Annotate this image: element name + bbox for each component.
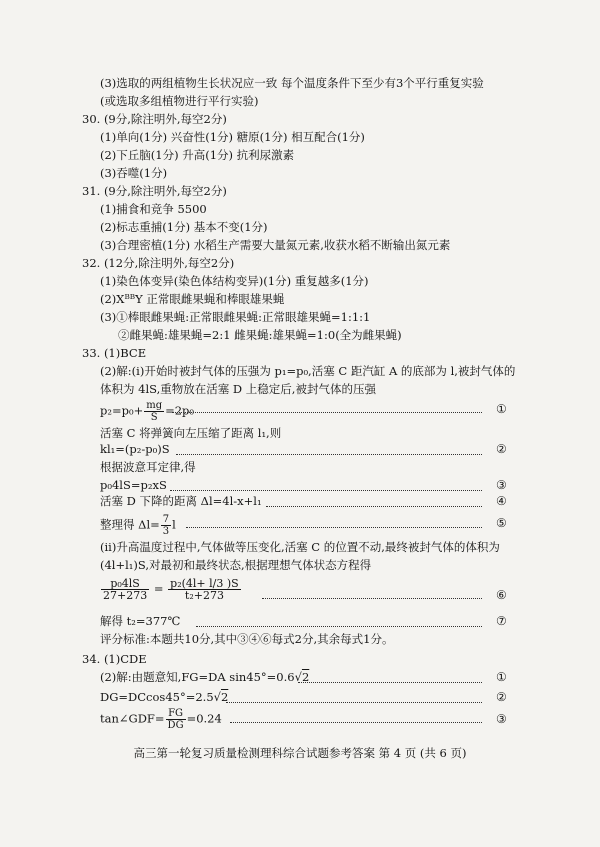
q30-line-2: (2)下丘脑(1分) 升高(1分) 抗利尿激素 [100, 148, 295, 162]
q33-para-2: 体积为 4lS,重物放在活塞 D 上稳定后,被封气体的压强 [100, 382, 376, 396]
q32-line-1: (1)染色体变异(染色体结构变异)(1分) 重复越多(1分) [100, 274, 369, 288]
eq-mark-4: ④ [496, 494, 507, 508]
leader-line [196, 626, 482, 627]
q33-comment-1: 活塞 C 将弹簧向左压缩了距离 l₁,则 [100, 426, 282, 440]
q33-scoring: 评分标准:本题共10分,其中③④⑥每式2分,其余每式1分。 [100, 632, 394, 646]
q33-comment-2: 根据波意耳定律,得 [100, 460, 196, 474]
q32-line-3: (3)①棒眼雌果蝇:正常眼雌果蝇:正常眼雄果蝇=1:1:1 [100, 310, 371, 324]
page-footer: 高三第一轮复习质量检测理科综合试题参考答案 第 4 页 (共 6 页) [133, 746, 467, 760]
q32-heading: 32. (12分,除注明外,每空2分) [82, 256, 235, 270]
q31-line-2: (2)标志重捕(1分) 基本不变(1分) [100, 220, 268, 234]
q33-eq-2: kl₁=(p₂-p₀)S [100, 442, 170, 456]
q33-eq-1: p₂=p₀+ $\frac{mg}{S}$ =2p₀ [100, 400, 195, 423]
q33-para-4: (4l+l₁)S,对最初和最终状态,根据理想气体状态方程得 [100, 558, 372, 572]
leader-line [298, 682, 482, 683]
q32-line-2: (2)XᴮᴮY 正常眼雌果蝇和棒眼雄果蝇 [100, 292, 285, 306]
q30-line-3: (3)吞噬(1分) [100, 166, 168, 180]
leader-line [186, 527, 482, 528]
leader-line [262, 598, 482, 599]
q29-line-1: (3)选取的两组植物生长状况应一致 每个温度条件下至少有3个平行重复实验 [100, 76, 484, 90]
q34-eq-1: (2)解:由题意知,FG=DA sin45°=0.6√2 [100, 670, 310, 684]
eq-mark-5: ⑤ [496, 516, 507, 530]
eq-mark-1: ① [496, 402, 507, 416]
q30-line-1: (1)单向(1分) 兴奋性(1分) 糖原(1分) 相互配合(1分) [100, 130, 365, 144]
q33-eq-7: 解得 t₂=377℃ [100, 614, 181, 628]
q33-eq-5: 整理得 Δl= $\frac{7}{3}$ l [100, 514, 176, 537]
eq-mark-6: ⑥ [496, 588, 507, 602]
leader-line [176, 454, 482, 455]
eq-mark-2: ② [496, 442, 507, 456]
q33-eq-3: p₀4lS=p₂xS [100, 478, 167, 492]
q33-eq-4: 活塞 D 下降的距离 Δl=4l-x+l₁ [100, 494, 262, 508]
leader-line [230, 722, 482, 723]
leader-line [170, 490, 482, 491]
eq-mark-10: ③ [496, 712, 507, 726]
q32-line-4: ②雌果蝇:雄果蝇=2:1 雌果蝇:雄果蝇=1:0(全为雌果蝇) [118, 328, 402, 342]
leader-line [266, 506, 482, 507]
q31-line-1: (1)捕食和竞争 5500 [100, 202, 207, 216]
q34-eq-2: DG=DCcos45°=2.5√2 [100, 690, 229, 704]
q29-line-2: (或选取多组植物进行平行实验) [100, 94, 259, 108]
eq-mark-9: ② [496, 690, 507, 704]
q33-para-3: (ii)升高温度过程中,气体做等压变化,活塞 C 的位置不动,最终被封气体的体积为 [100, 540, 500, 554]
q31-line-3: (3)合理密植(1分) 水稻生产需要大量氮元素,收获水稻不断输出氮元素 [100, 238, 451, 252]
q31-heading: 31. (9分,除注明外,每空2分) [82, 184, 227, 198]
eq-mark-7: ⑦ [496, 614, 507, 628]
eq-mark-3: ③ [496, 478, 507, 492]
eq-mark-8: ① [496, 670, 507, 684]
q34-eq-3: tan∠GDF= $\frac{FG}{DG}$ =0.24 [100, 708, 222, 731]
q30-heading: 30. (9分,除注明外,每空2分) [82, 112, 227, 126]
leader-line [226, 702, 482, 703]
q33-para-1: (2)解:(i)开始时被封气体的压强为 p₁=p₀,活塞 C 距汽缸 A 的底部为 l,被封气体的 [100, 364, 516, 378]
q33-heading: 33. (1)BCE [82, 346, 147, 360]
leader-line [172, 412, 482, 413]
q33-eq-6: $\frac{\text{p₀4lS}}{27+273}$ = $\frac{\text{p₂(4l+ l/3 )S}}{\text{t₂+273}}$ [103, 577, 239, 602]
q34-heading: 34. (1)CDE [82, 652, 147, 666]
